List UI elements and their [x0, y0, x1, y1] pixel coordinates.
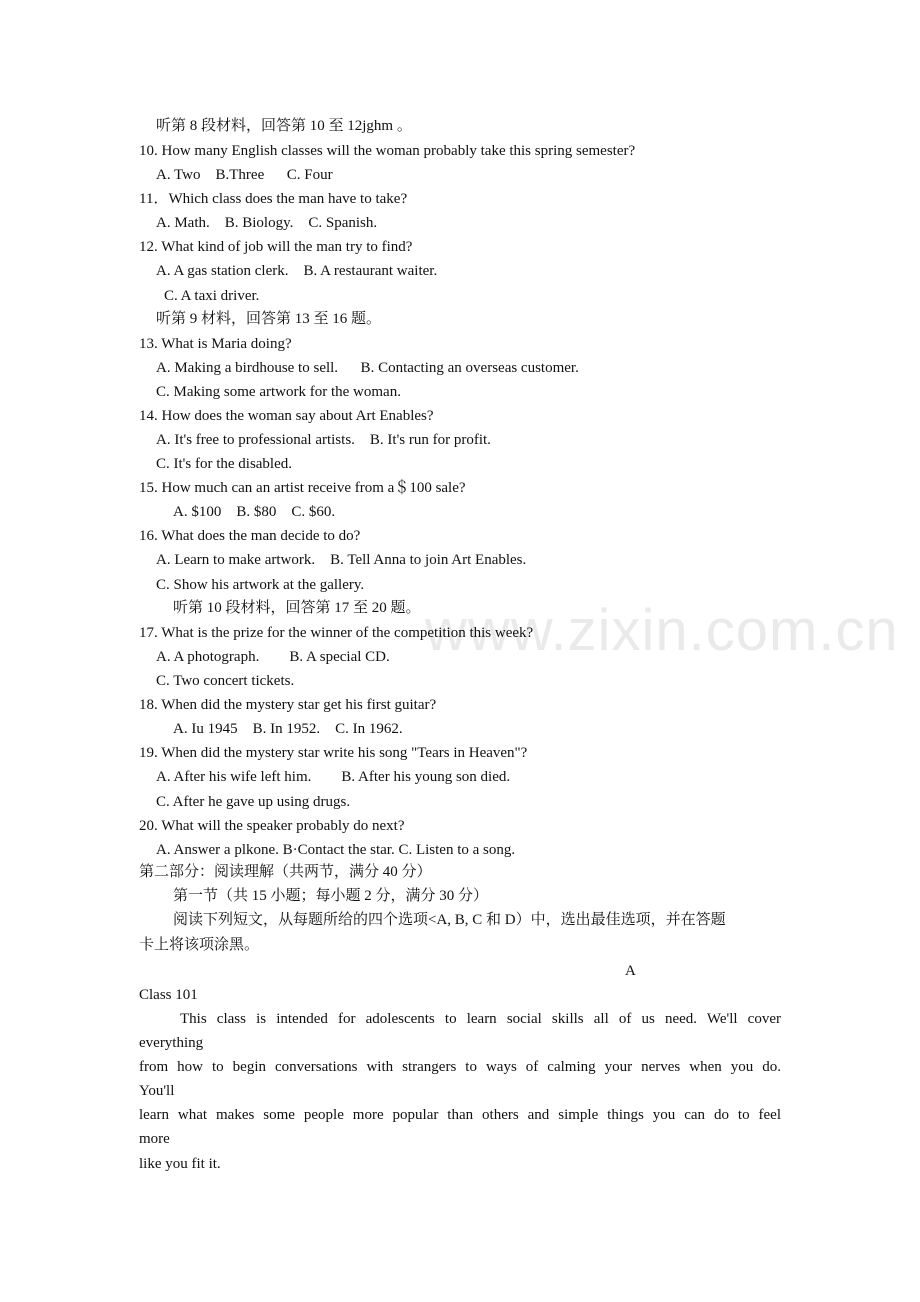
question-18: 18. When did the mystery star get his first guitar?: [139, 697, 437, 713]
question-14-options-line1: A. It's free to professional artists. B. It's run for profit.: [156, 432, 491, 448]
question-11-options: A. Math. B. Biology. C. Spanish.: [156, 215, 378, 231]
question-13-options-line1: A. Making a birdhouse to sell. B. Contacting an overseas customer.: [156, 360, 579, 376]
passage-line-7: like you fit it.: [139, 1156, 221, 1172]
passage-line-5: learn what makes some people more popular than others and simple things you can do to feel: [139, 1107, 781, 1123]
passage-line-6: more: [139, 1131, 170, 1147]
question-10: 10. How many English classes will the woman probably take this spring semester?: [139, 143, 636, 159]
question-20: 20. What will the speaker probably do next?: [139, 818, 405, 834]
question-13-options-line2: C. Making some artwork for the woman.: [156, 384, 401, 400]
question-16: 16. What does the man decide to do?: [139, 528, 361, 544]
reading-part-title: 第二部分：阅读理解（共两节，满分 40 分）: [139, 864, 432, 880]
question-17: 17. What is the prize for the winner of the competition this week?: [139, 625, 534, 641]
passage-letter: A: [625, 963, 636, 979]
section10-intro: 听第 10 段材料，回答第 17 至 20 题。: [173, 600, 421, 616]
question-12: 12. What kind of job will the man try to find?: [139, 239, 413, 255]
question-14: 14. How does the woman say about Art Enables?: [139, 408, 434, 424]
reading-instructions-line1: 阅读下列短文，从每题所给的四个选项<A, B, C 和 D）中，选出最佳选项，并在答题: [173, 912, 726, 928]
passage-line-1: This class is intended for adolescents to learn social skills all of us need. We'll cover: [180, 1011, 781, 1027]
passage-line-4: You'll: [139, 1083, 175, 1099]
passage-line-3: from how to begin conversations with strangers to ways of calming your nerves when you do.: [139, 1059, 781, 1075]
section9-intro: 听第 9 材料，回答第 13 至 16 题。: [156, 311, 382, 327]
question-17-options-line1: A. A photograph. B. A special CD.: [156, 649, 390, 665]
question-13: 13. What is Maria doing?: [139, 336, 292, 352]
question-18-options: A. Iu 1945 B. In 1952. C. In 1962.: [173, 721, 403, 737]
question-10-options: A. Two B.Three C. Four: [156, 167, 333, 183]
question-19: 19. When did the mystery star write his song "Tears in Heaven"?: [139, 745, 528, 761]
passage-title: Class 101: [139, 987, 198, 1003]
watermark: www.zixin.com.cn: [425, 598, 899, 663]
question-16-options-line1: A. Learn to make artwork. B. Tell Anna to join Art Enables.: [156, 552, 527, 568]
passage-line-2: everything: [139, 1035, 204, 1051]
question-20-options: A. Answer a plkone. B·Contact the star. C. Listen to a song.: [156, 842, 516, 858]
question-19-options-line2: C. After he gave up using drugs.: [156, 794, 351, 810]
question-16-options-line2: C. Show his artwork at the gallery.: [156, 577, 365, 593]
reading-instructions-line2: 卡上将该项涂黑。: [139, 937, 260, 953]
reading-section-title: 第一节（共 15 小题；每小题 2 分，满分 30 分）: [173, 888, 489, 904]
section8-intro: 听第 8 段材料，回答第 10 至 12jghm 。: [156, 118, 412, 134]
question-11: 11．Which class does the man have to take?: [139, 191, 408, 207]
question-14-options-line2: C. It's for the disabled.: [156, 456, 293, 472]
question-17-options-line2: C. Two concert tickets.: [156, 673, 295, 689]
question-12-options-line2: C. A taxi driver.: [164, 288, 260, 304]
question-12-options-line1: A. A gas station clerk. B. A restaurant waiter.: [156, 263, 438, 279]
question-19-options-line1: A. After his wife left him. B. After his young son died.: [156, 769, 511, 785]
question-15: 15. How much can an artist receive from a＄100 sale?: [139, 480, 466, 496]
question-15-options: A. $100 B. $80 C. $60.: [173, 504, 336, 520]
